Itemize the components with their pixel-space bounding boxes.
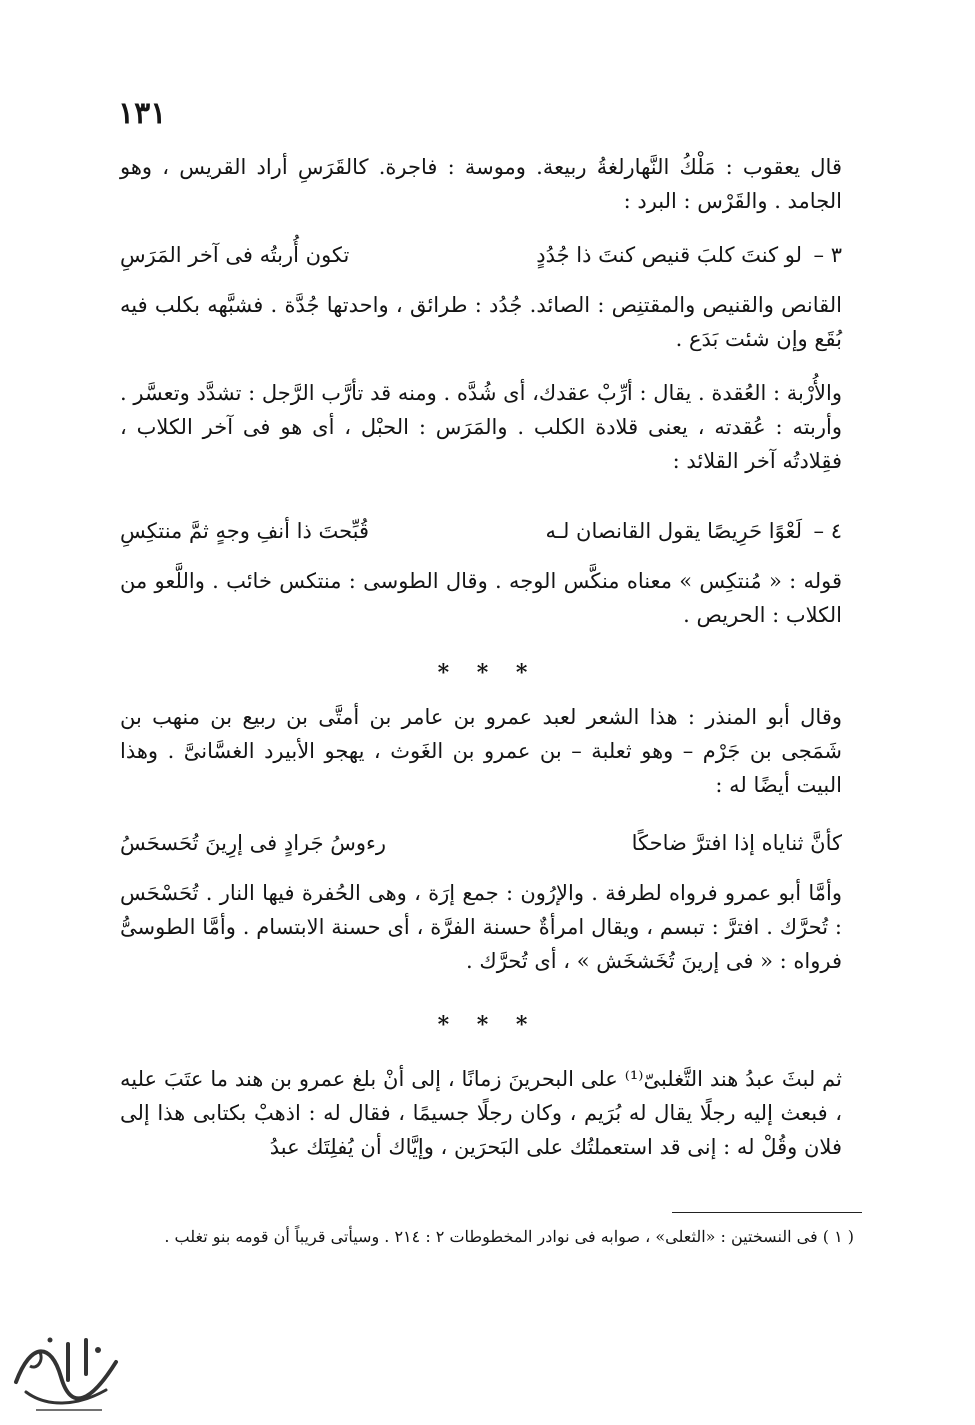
verse-second-hemistich: تكون أُربتُه فى آخر المَرَسِ — [120, 243, 350, 267]
verse-second-hemistich: قُبِّحتَ ذا أنفِ وجهٍ ثمَّ منتكِسِ — [120, 519, 370, 543]
footnote: ( ١ ) فى النسختين : «الثعلى» ، صوابه فى نوادر المخطوطات ٢ : ٢١٤ . وسيأتى قريباً أن قومه بنو تغلب . — [164, 1227, 854, 1246]
paragraph-5: وقال أبو المنذر : هذا الشعر لعبد عمرو بن عامر بن أمتَّى بن ربيع بن منهب بن شَمَجى بن جَرْم – وهو ثعلبة – بن عمرو بن الغَوث ، يهجو الأبيرد الغسَّانىَّ . وهذا البيت أيضًا له : — [120, 705, 842, 797]
verse-number: ٤ – — [813, 519, 842, 543]
paragraph-3: والأُرْبة : العُقدة . يقال : أرِّبْ عقدك، أى شُدَّه . ومنه قد تأرَّب الرَّجل : تشدَّد وتعسَّر . وأربته : عُقدته ، يعنى قلادة الكلب . والمَرَس : الحبْل ، أى هو فى آخر الكلاب ، فقِلادتُه آخر القلائد : — [120, 381, 842, 473]
verse-first-hemistich: لو كنتَ كلبَ قنيص كنتَ ذا جُدُدٍ — [536, 243, 802, 267]
calligraphy-watermark-logo — [6, 1322, 126, 1417]
verse-second-hemistich: رءوسُ جَرادٍ فى إرِينَ تُحَسحَسُ — [120, 831, 387, 855]
paragraph-4: قوله : « مُنتكِس » معناه منكَّس الوجه . وقال الطوسى : منتكس خائب . واللَّعو من الكلاب : الحريص . — [120, 569, 842, 627]
verse-first-hemistich: لَعْوًا حَرِيصًا يقول القانصان لـه — [545, 519, 802, 543]
footnote-rule — [672, 1212, 862, 1213]
paragraph-2: القانص والقنيص والمقتنِص : الصائد. جُدُد : طرائق ، واحدتها جُدَّة . فشبَّهه بكلب فيه بُقَع وإن شئت بَدَع . — [120, 293, 842, 351]
section-separator: * * * — [437, 660, 538, 686]
verse-first-hemistich: كأنَّ ثناياه إذا افترَّ ضاحكًا — [631, 831, 842, 855]
paragraph-7: ثم لبثَ عبدُ هند التَّغلبىّ⁽¹⁾ على البحرينَ زمانًا ، إلى أنْ بلغ عمرو بن هند ما عتَبَ عليه ، فبعث إليه رجلًا يقال له بُرَيم ، وكان رجلًا جسيمًا ، فقال له : اذهبْ بكتابى هذا إلى فلان وقُلْ له : إنى قد استعملتُك على البَحرَين ، وإيَّاك أن يُفلِتَك عبدُ — [120, 1067, 842, 1159]
section-separator: * * * — [437, 1012, 538, 1038]
paragraph-1: قال يعقوب : مَلْكُ النَّهارلغةُ ربيعة. وموسة : فاجرة. كالقَرَسِ أراد القريس ، وهو الجامد . والقَرْس : البرد : — [120, 155, 842, 213]
verse-number: ٣ – — [813, 243, 842, 267]
paragraph-6: وأمَّا أبو عمرو فرواه لطرفة . والإرُون : جمع إرَة ، وهى الحُفرة فيها النار . تُحَسْحَس : تُحرَّك . افترَّ : تبسم ، ويقال امرأةٌ حسنة الفرَّة ، أى حسنة الابتسام . وأمَّا الطوسىُّ فرواه : « فى إرينَ تُخَشخَش » ، أى تُحرَّك . — [120, 881, 842, 973]
page-number: ١٣١ — [118, 96, 167, 131]
